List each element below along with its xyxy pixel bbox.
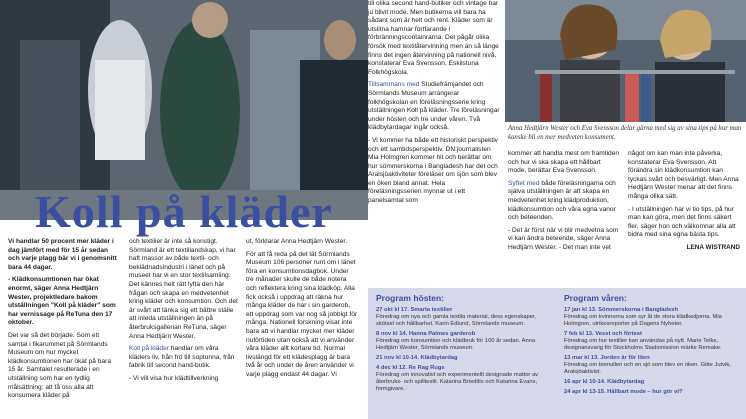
program-event (376, 365, 552, 393)
program-autumn (376, 293, 552, 396)
event-desc: Föredrag om bomullen och en sjö som blev en öken. Gitte Jutvik, Aralsjöaktivist. (564, 362, 731, 375)
event-desc: Föredrag om nya och gamla textila material, dess egenskaper, skötsel och hållbarhet. Karin Edlund, Sörmlands museum. (376, 314, 537, 327)
program-event (376, 307, 552, 328)
body-text: Studiefrämjandet och Sörmlands Museum arrangerar folkhögskolan en föreläsningsserie kring utställningen Koll på kläder. Tre föreläsningar under hösten och tre under våren. Två klädbytardagar ingår också. (368, 81, 500, 132)
body-paragraph: - Vi kommer ha både ett historiskt perspektiv och ett samtidsperspektiv. DN:journalisten Mia Holmgren kommer hit och berättar om hur sömmerskorna i Bangladesh har det och Aralsjöaktiviteter föreläser om sjön som blev en öken bland annat. Hela föreläsningsserien mynnar ut i ett panelsamtal som (368, 136, 498, 205)
article-column-2 (129, 238, 239, 388)
event-date: 16 apr kl 10-14. Klädbytardag (564, 379, 645, 385)
body-paragraph: Det var så det började. Som ett samtal i fikarummet på Sörmlands Museum om hur mycket klädkonsumtionen har ökat på bara 15 år. Samtalet resulterade i en utställning som har en tydlig målsättning: att få oss alla att konsumera kläder på (8, 331, 112, 400)
body-paragraph-sub (129, 345, 239, 371)
body-paragraph: För att få reda på det lät Sörmlands Museum 106 personer runt om i länet föra en konsumtionsdagbok. Under tre månader skulle de både notera och reflektera kring sina klädköp. Alla fick också i uppdrag att räkna hur många kläder de har i sin garderob, ett uppdrag som var nog så jobbigt för många. Nationell forskning visar inte bara att vi handlar mycket mer kläder nuförtiden utan också att vi använder våra kläder allt kortare tid. Normal livslängd för ett klädesplagg är bara två år och under de åren använder vi varje plagg endast 44 dagar. Vi (246, 250, 358, 378)
event-date: 7 feb kl 13. Vesst och förtest (564, 331, 642, 337)
subheading: Tillsammans med (368, 81, 420, 89)
program-event (564, 307, 740, 328)
body-paragraph: - I utställningen har vi tio tips, på hur man kan göra, men det finns säkert fler, säger hon och välkomnar alla att bidra med sina egna bästa tips. (628, 205, 736, 239)
program-spring-title: Program våren: (564, 293, 627, 303)
article-column-6 (628, 150, 740, 253)
body-paragraph: ut, förklarar Anna Hedtjärn Wester. (246, 238, 348, 245)
program-event (564, 389, 740, 396)
event-date: 4 dec kl 12. Re Rag Rugs (376, 365, 445, 371)
event-date: 24 apr kl 13-15. Hållbart mode – hur gör vi? (564, 389, 683, 395)
event-date: 13 mar kl 13. Jorden är för liten (564, 355, 650, 361)
program-event (376, 331, 552, 352)
program-event (564, 379, 740, 386)
event-date: 8 nov kl 14. Hanna Palmes garderob (376, 331, 476, 337)
lead-paragraph: Vi handlar 50 procent mer kläder i dag jämfört med för 15 år sedan och varje plagg bär vi i genomsnitt bara 44 dagar. (8, 238, 117, 271)
body-text: handlar om våra kläders liv, från frö till soptunna, från fabrik till second hand-butik. (129, 345, 235, 370)
event-date: 21 nov kl 10-14. Klädbytardag (376, 355, 458, 361)
program-event (564, 331, 740, 352)
program-event (376, 355, 552, 362)
event-desc: Föredrag om innovativt och experimentellt designade mattor av återbruks- och spilltextil. Katarina Brieditis och Katarina Evans, formgivare. (376, 372, 539, 392)
event-desc: Föredrag om hur textilier kan användas på nytt. Marie Telke, designansvarig för Stockholms Stadsmission märke Remake. (564, 338, 722, 351)
article-column-5 (508, 150, 620, 257)
article-column-4 (368, 0, 500, 210)
subheading: Syftet med (508, 179, 540, 187)
event-date: 17 jan kl 13. Sömmerskorna i Bangladesh (564, 307, 679, 313)
author-signature: LENA WISTRAND (686, 243, 740, 251)
body-paragraph: - Det är först när vi blir medvetna som vi kan ändra beteende, säger Anna Hedtjärn Wester. - Det man inte vet (508, 226, 619, 251)
body-paragraph: - Vi vill visa hur klädtillverkning (129, 374, 219, 382)
body-paragraph: till olika second hand-butiker och vintage har ju blivit mode. Men butikerna vill bara ha sådant som är helt och rent. Kläder som är utslitna hamnar fortfarande i förbränningscontainrarna. Det pågår olika försök med textilåtervinning men än så länge finns det ingen återvinning på nationell nivå, konstaterar Eva Svensson, Eskilstuna Folkhögskola. (368, 0, 499, 76)
photo-caption: Anna Hedtjärn Wester och Eva Svensson delar gärna med sig av sina tips på hur man kanske bli en mer medveten konsument. (508, 125, 742, 141)
body-paragraph: kommer att handla mest om framtiden och hur vi ska skapa ett hållbart mode, berättar Eva Svensson. (508, 150, 620, 175)
program-event (564, 355, 740, 376)
subheading: Koll på kläder (129, 345, 169, 353)
body-text: både föreläsningarna och själva utställningen är att skapa en medvetenhet kring klädproduktion, klädkonsumtion och våra egna vanor och beteenden. (508, 179, 616, 222)
event-desc: Föredrag om konsumtion och klädbruk för 100 år sedan. Anna Hedtjärn Wester, Sörmlands museum. (376, 338, 536, 351)
article-column-3 (246, 238, 358, 384)
body-paragraph: något om kan man inte påverka, konstaterar Eva Svensson. Att förändra sin klädkonsumtion kan tyckas svårt och besvärligt. Men Anna Hedtjärn Wester menar att det finns många olika sätt. (628, 150, 739, 200)
program-spring (564, 293, 740, 399)
body-paragraph: och textilier är inte så konstigt. Sörmland är ett textillandskap, vi har haft massor av både textil- och beklädnadsindustri i länet och på museet har vi en stor textilsamling. Det kännes helt rätt lyfta den här frågan och skapa en medvetenhet kring kläder och konsumtion. Och det är svårt att tänka sig ett bättre ställe att inleda utställningen än på återbruksgallerian ReTuna, säger Anna Hedtjärn Wester. (129, 238, 238, 340)
photo-two-women (505, 0, 746, 122)
body-paragraph-sub (508, 180, 620, 223)
photo-illustration-right (505, 0, 746, 122)
body-paragraph-sub (368, 81, 500, 133)
program-box (368, 288, 746, 419)
lead-quote: - Klädkonsumtionen har ökat enormt, säger Anna Hedtjärn Wester, projektledare bakom utställningen "Koll på kläder" som har vernissage på ReTuna den 17 oktober. (8, 276, 116, 327)
event-date: 27 okt kl 17. Smarta textilier (376, 307, 453, 313)
event-desc: Föredrag om kvinnorna som syr åt de stora klädkedjorna. Mia Holmgren, utrikesreporter på Dagens Nyheter. (564, 314, 722, 327)
headline: Koll på kläder (35, 186, 333, 237)
article-column-1 (8, 238, 120, 405)
program-autumn-title: Program hösten: (376, 293, 445, 303)
